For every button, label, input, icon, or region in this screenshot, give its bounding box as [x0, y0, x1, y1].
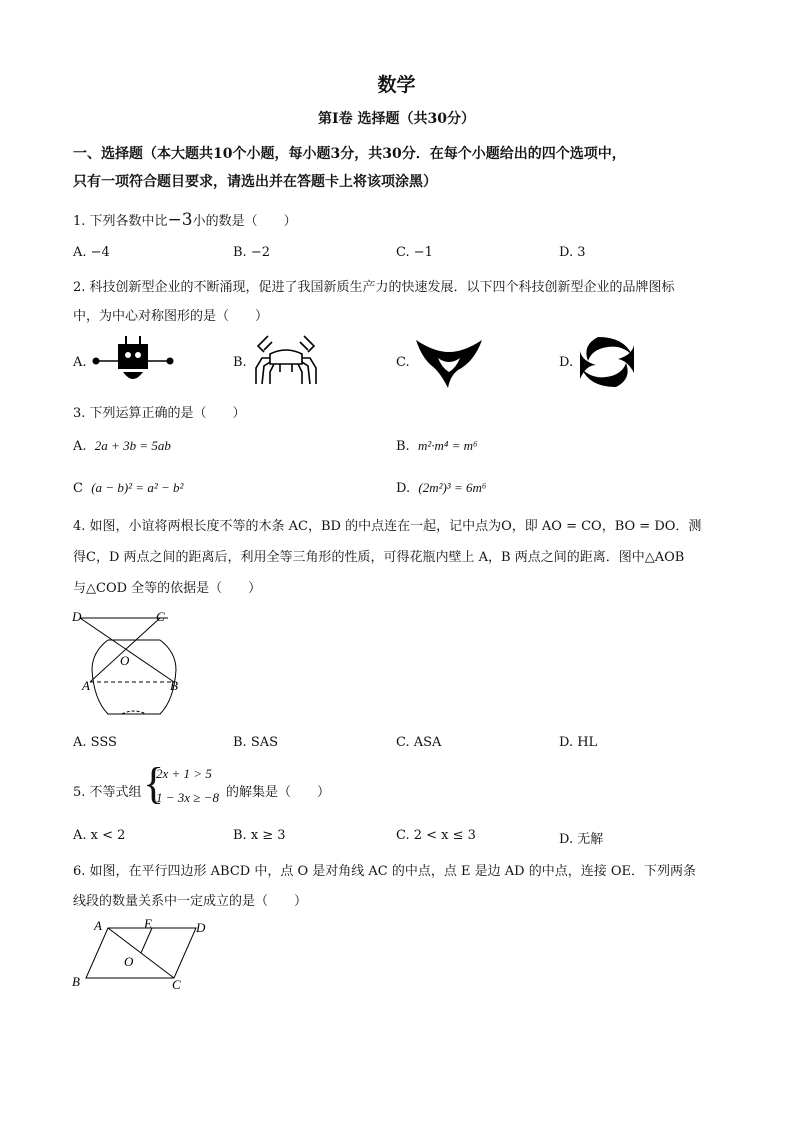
q2-stem-line1: 2. 科技创新型企业的不断涌现，促进了我国新质生产力的快速发展．以下四个科技创新型企业的品牌图标	[73, 280, 675, 295]
q4-option-c[interactable]: C. ASA	[396, 735, 442, 750]
q4-stem-line2: 得C，D 两点之间的距离后，利用全等三角形的性质，可得花瓶内壁上 A，B 两点之间的距离．图中△AOB	[73, 550, 685, 565]
q3-option-a-expr: 2a + 3b = 5ab	[94, 438, 171, 453]
q4-fig-label-a: A	[82, 678, 90, 693]
section-instructions-line2: 只有一项符合题目要求，请选出并在答题卡上将该项涂黑）	[73, 174, 437, 190]
q4-fig-label-b: B	[170, 678, 178, 693]
q3-option-d[interactable]	[396, 480, 486, 496]
q5-brace: {	[143, 759, 165, 808]
swirl-logo-icon	[578, 335, 636, 389]
q1-stem-b: 小的数是（ ）	[192, 214, 297, 229]
q6-fig-label-o: O	[124, 954, 134, 969]
q1-stem	[73, 210, 297, 230]
q1-option-b[interactable]: B. −2	[233, 245, 270, 260]
q3-option-a[interactable]	[73, 438, 171, 454]
q3-option-d-expr: (2m²)³ = 6m⁶	[418, 480, 487, 495]
q4-stem-line1: 4. 如图，小谊将两根长度不等的木条 AC，BD 的中点连在一起，记中点为O，即 AO = CO，BO = DO．测	[73, 519, 702, 534]
q4-fig-label-c: C	[156, 609, 165, 624]
q1-option-c[interactable]: C. −1	[396, 245, 433, 260]
page-subtitle: 第Ⅰ卷 选择题（共30分）	[318, 111, 475, 127]
trefoil-logo-icon	[414, 336, 484, 390]
q6-stem-line1: 6. 如图，在平行四边形 ABCD 中，点 O 是对角线 AC 的中点，点 E 是边 AD 的中点，连接 OE．下列两条	[73, 864, 696, 879]
q4-vase-figure	[68, 604, 198, 726]
q3-option-c[interactable]	[73, 480, 183, 496]
q3-option-a-label: A.	[73, 439, 87, 454]
q4-fig-label-o: O	[120, 653, 130, 668]
q3-option-d-label: D.	[396, 481, 411, 496]
q5-option-c[interactable]: C. 2 < x ≤ 3	[396, 828, 476, 843]
q2-option-b-label[interactable]: B.	[233, 355, 247, 370]
q5-stem-a: 5. 不等式组	[73, 785, 142, 800]
q6-fig-label-b: B	[72, 974, 80, 989]
q2-option-c-label[interactable]: C.	[396, 355, 410, 370]
q3-option-b-expr: m²·m⁴ = m⁶	[417, 438, 478, 453]
page-title: 数学	[377, 74, 416, 96]
section-instructions-line1: 一、选择题（本大题共10个小题，每小题3分，共30分．在每个小题给出的四个选项中，	[73, 146, 626, 162]
q6-parallelogram-figure	[68, 914, 218, 994]
q5-inequality-1: 2x + 1 > 5	[156, 766, 212, 781]
q1-option-a[interactable]: A. −4	[73, 245, 110, 260]
q5-stem-b: 的解集是（ ）	[226, 785, 331, 800]
q3-option-b-label: B.	[396, 439, 410, 454]
q5-option-b[interactable]: B. x ≥ 3	[233, 828, 286, 843]
q5-option-d[interactable]: D. 无解	[559, 832, 604, 847]
q4-option-b[interactable]: B. SAS	[233, 735, 279, 750]
q6-fig-label-d: D	[196, 920, 206, 935]
q4-fig-label-d: D	[72, 609, 82, 624]
q5-inequality-2: 1 − 3x ≥ −8	[156, 790, 219, 805]
q4-option-d[interactable]: D. HL	[559, 735, 598, 750]
q1-stem-a: 1. 下列各数中比	[73, 214, 168, 229]
q4-stem-line3: 与△COD 全等的依据是（ ）	[73, 581, 262, 596]
q6-stem-line2: 线段的数量关系中一定成立的是（ ）	[73, 894, 308, 909]
q1-stem-number: −3	[167, 210, 193, 230]
robot-logo-icon	[90, 334, 176, 388]
q3-option-c-label: C	[73, 481, 83, 496]
q2-stem-line2: 中，为中心对称图形的是（ ）	[73, 309, 269, 324]
q5-option-a[interactable]: A. x < 2	[73, 828, 126, 843]
q4-option-a[interactable]: A. SSS	[73, 735, 117, 750]
q3-option-b[interactable]	[396, 438, 478, 454]
q6-fig-label-a: A	[94, 918, 102, 933]
crab-logo-icon	[250, 332, 322, 388]
q3-option-c-expr: (a − b)² = a² − b²	[91, 480, 184, 495]
q2-option-d-label[interactable]: D.	[559, 355, 574, 370]
q6-fig-label-e: E	[144, 916, 152, 931]
q6-fig-label-c: C	[172, 977, 181, 992]
q2-option-a-label[interactable]: A.	[73, 355, 87, 370]
q3-stem: 3. 下列运算正确的是（ ）	[73, 406, 246, 421]
q1-option-d[interactable]: D. 3	[559, 245, 586, 260]
